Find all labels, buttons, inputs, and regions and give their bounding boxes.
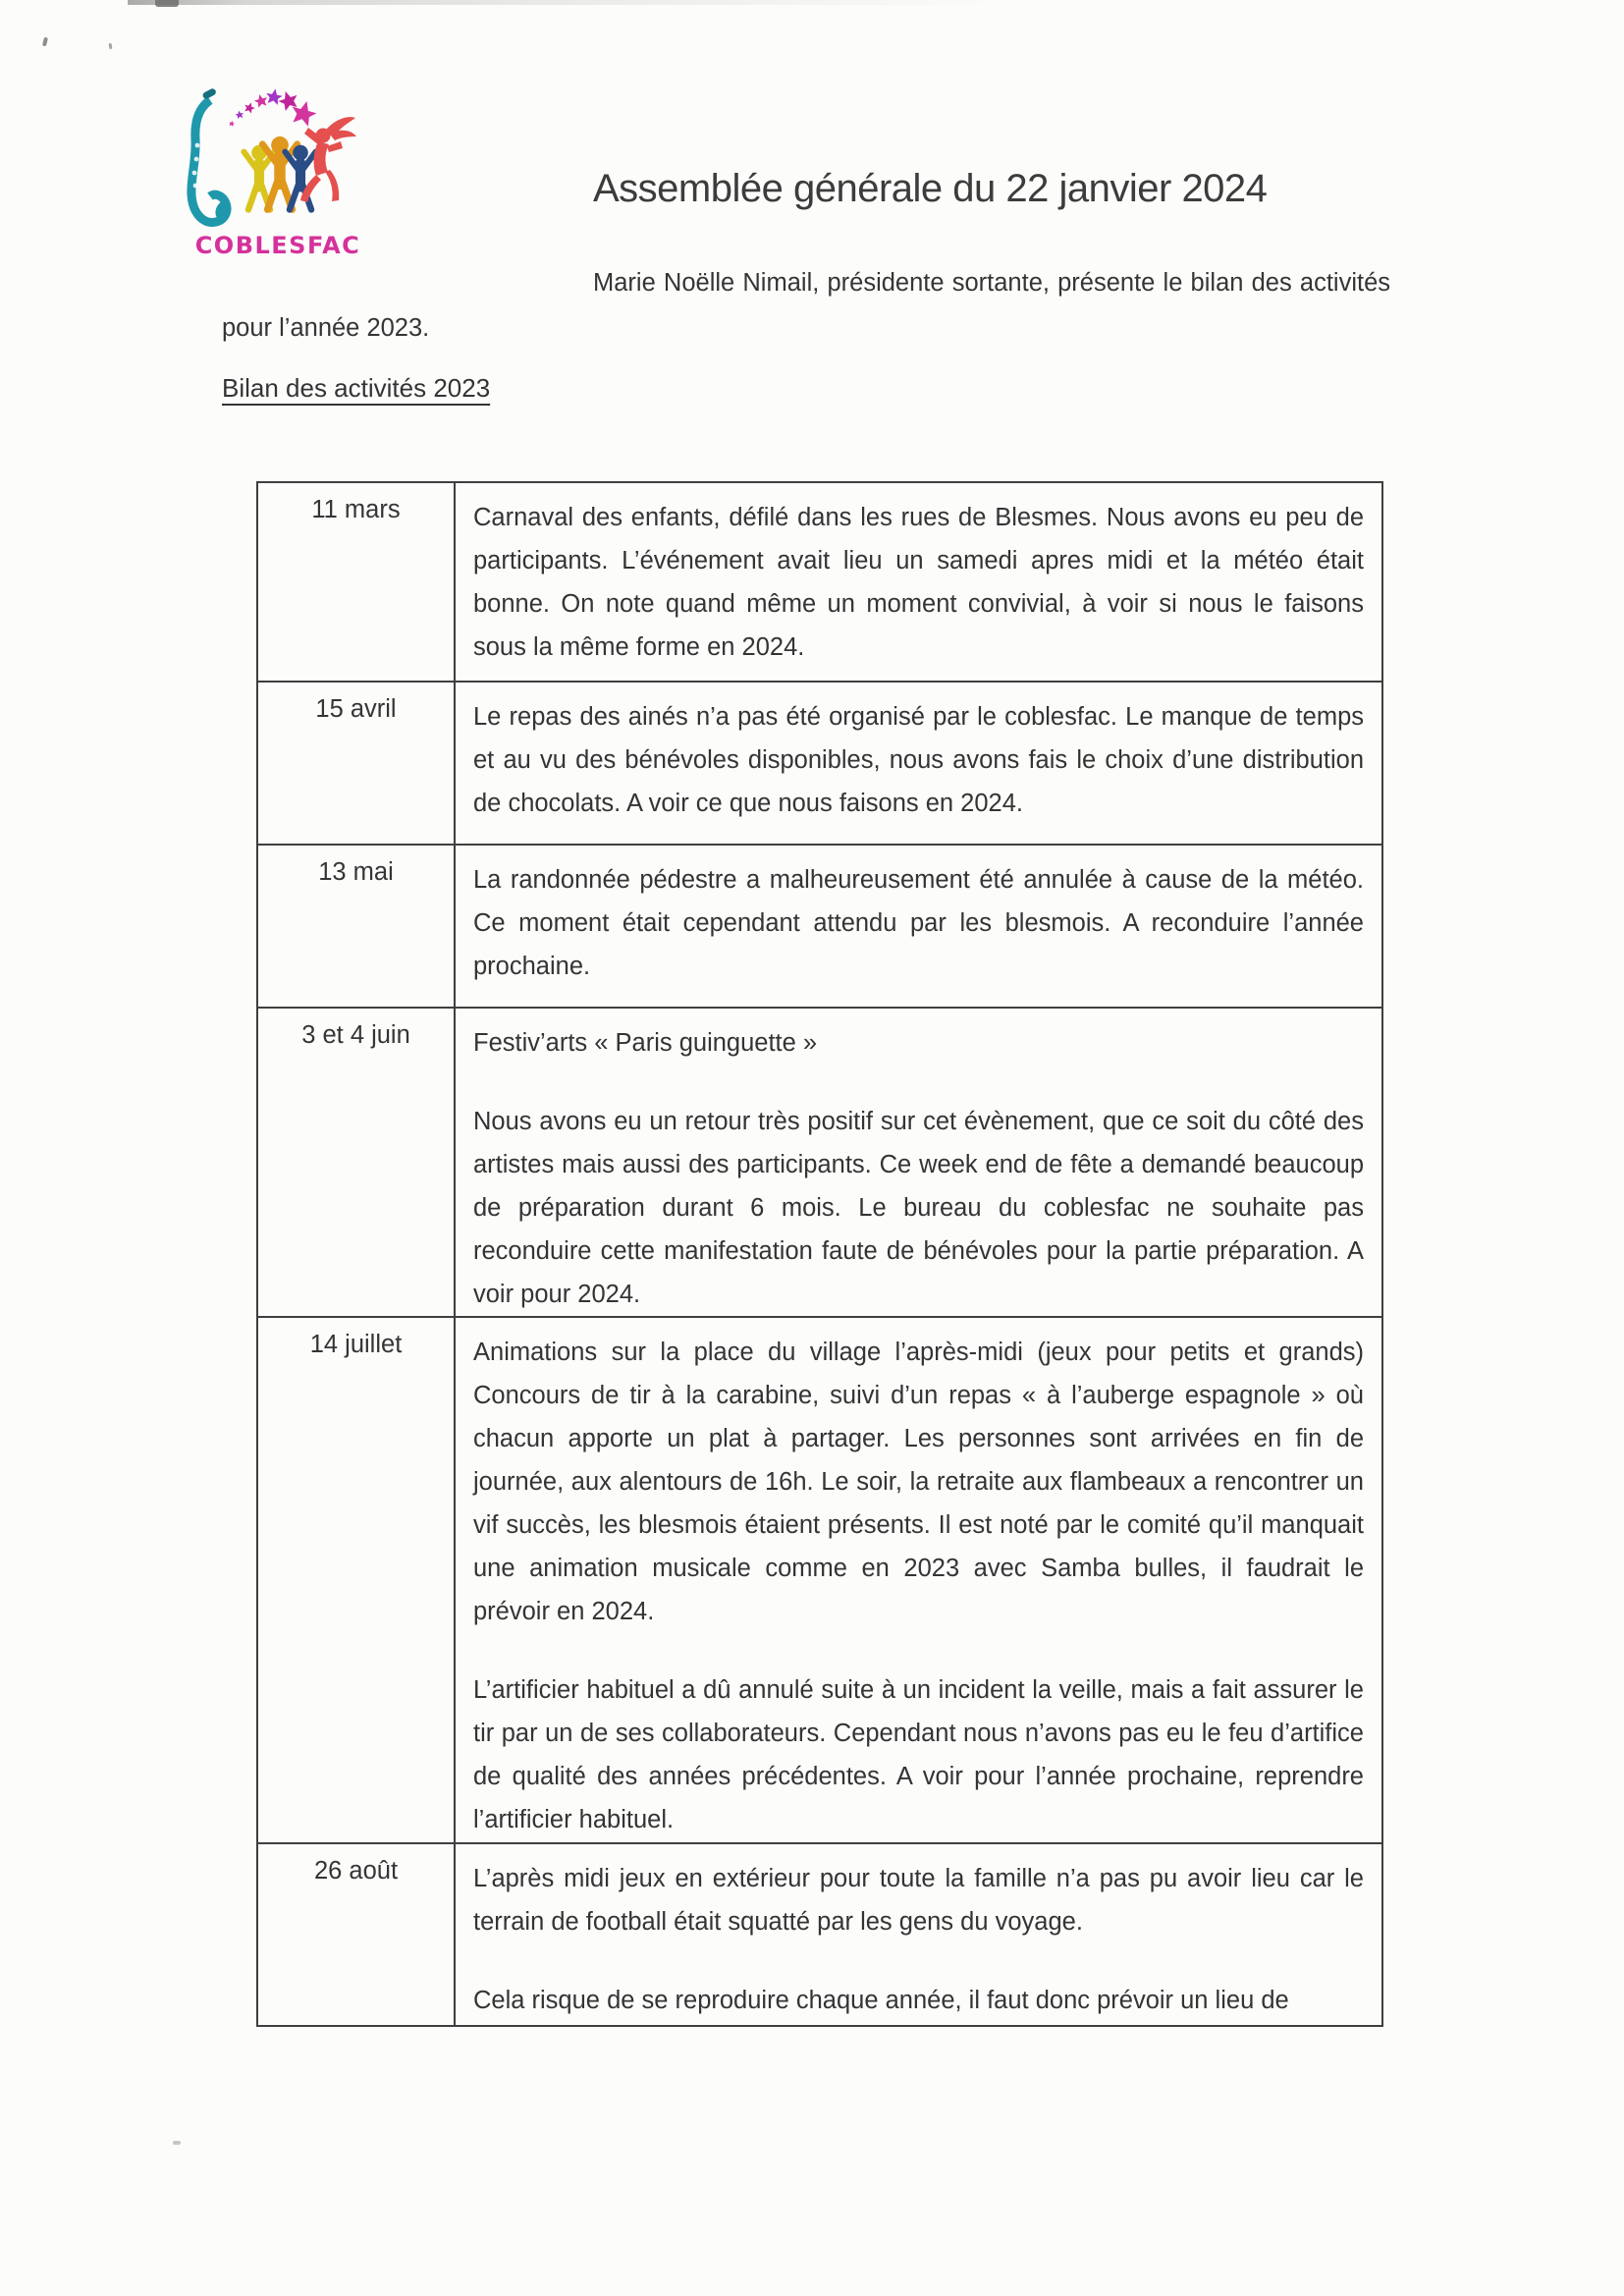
activity-cell — [456, 483, 1381, 681]
scan-artifact — [42, 37, 48, 47]
logo-text: COBLESFAC — [194, 232, 361, 259]
scan-artifact — [109, 43, 113, 49]
activity-paragraph: Festiv’arts « Paris guinguette » — [473, 1029, 818, 1057]
activity-paragraph: Nous avons eu un retour très positif sur cet évènement, que ce soit du côté des artistes mais aussi des participants. Ce week end de fête a demandé beaucoup de préparation durant 6 mois. Le bureau du coblesfac ne souhaite pas reconduire cette manifestation faute de bénévoles pour la partie préparation. A voir pour 2024. — [473, 1108, 1364, 1308]
table-row — [258, 1007, 1381, 1316]
saxophone-icon — [191, 87, 234, 222]
activity-paragraph: Cela risque de se reproduire chaque année, il faut donc prévoir un lieu de — [473, 1987, 1289, 2014]
stars-icon — [228, 87, 318, 128]
section-heading: Bilan des activités 2023 — [222, 373, 491, 403]
date-cell: 26 août — [258, 1844, 456, 2025]
activity-cell — [456, 683, 1381, 844]
date-cell: 14 juillet — [258, 1318, 456, 1842]
date-cell: 11 mars — [258, 483, 456, 681]
activity-cell — [456, 1844, 1381, 2025]
date-cell: 15 avril — [258, 683, 456, 844]
document-title: Assemblée générale du 22 janvier 2024 — [593, 167, 1268, 210]
activity-cell — [456, 1318, 1381, 1842]
scan-artifact — [173, 2141, 181, 2145]
scan-artifact — [155, 0, 179, 7]
activity-cell — [456, 1009, 1381, 1316]
activity-paragraph: L’après midi jeux en extérieur pour toute la famille n’a pas pu avoir lieu car le terrain de football était squatté par les gens du voyage. — [473, 1865, 1364, 1936]
activity-paragraph: Carnaval des enfants, défilé dans les rues de Blesmes. Nous avons eu peu de participants. L’événement avait lieu un samedi apres midi et la météo était bonne. On note quand même un moment convivial, à voir si nous le faisons sous la même forme en 2024. — [473, 504, 1364, 661]
intro-paragraph: Marie Noëlle Nimail, présidente sortante, présente le bilan des activités pour l’année 2023. — [222, 269, 1390, 342]
scan-artifact — [128, 0, 1624, 5]
activity-paragraph: La randonnée pédestre a malheureusement été annulée à cause de la météo. Ce moment était cependant attendu par les blesmois. A reconduire l’année prochaine. — [473, 866, 1364, 980]
activity-table — [256, 481, 1383, 2027]
activity-paragraph: L’artificier habituel a dû annulé suite à un incident la veille, mais a fait assurer le tir par un de ses collaborateurs. Cependant nous n’avons pas eu le feu d’artifice de qualité des années précédentes. A voir pour l’année prochaine, reprendre l’artificier habituel. — [473, 1676, 1364, 1833]
date-cell: 13 mai — [258, 846, 456, 1007]
table-row — [258, 1316, 1381, 1842]
table-row — [258, 1842, 1381, 2025]
activity-paragraph: Le repas des ainés n’a pas été organisé par le coblesfac. Le manque de temps et au vu des bénévoles disponibles, nous avons fais le choix d’une distribution de chocolats. A voir ce que nous faisons en 2024. — [473, 703, 1364, 817]
coblesfac-logo — [175, 84, 383, 263]
table-row — [258, 483, 1381, 681]
table-row — [258, 844, 1381, 1007]
date-cell: 3 et 4 juin — [258, 1009, 456, 1316]
activity-paragraph: Animations sur la place du village l’après-midi (jeux pour petits et grands) Concours de tir à la carabine, suivi d’un repas « à l’auberge espagnole » où chacun apporte un plat à partager. Les personnes sont arrivées en fin de journée, aux alentours de 16h. Le soir, la retraite aux flambeaux a rencontrer un vif succès, les blesmois étaient présents. Il est noté par le comité qu’il manquait une animation musicale comme en 2023 avec Samba bulles, il faudrait le prévoir en 2024. — [473, 1339, 1364, 1625]
activity-cell — [456, 846, 1381, 1007]
table-row — [258, 681, 1381, 844]
